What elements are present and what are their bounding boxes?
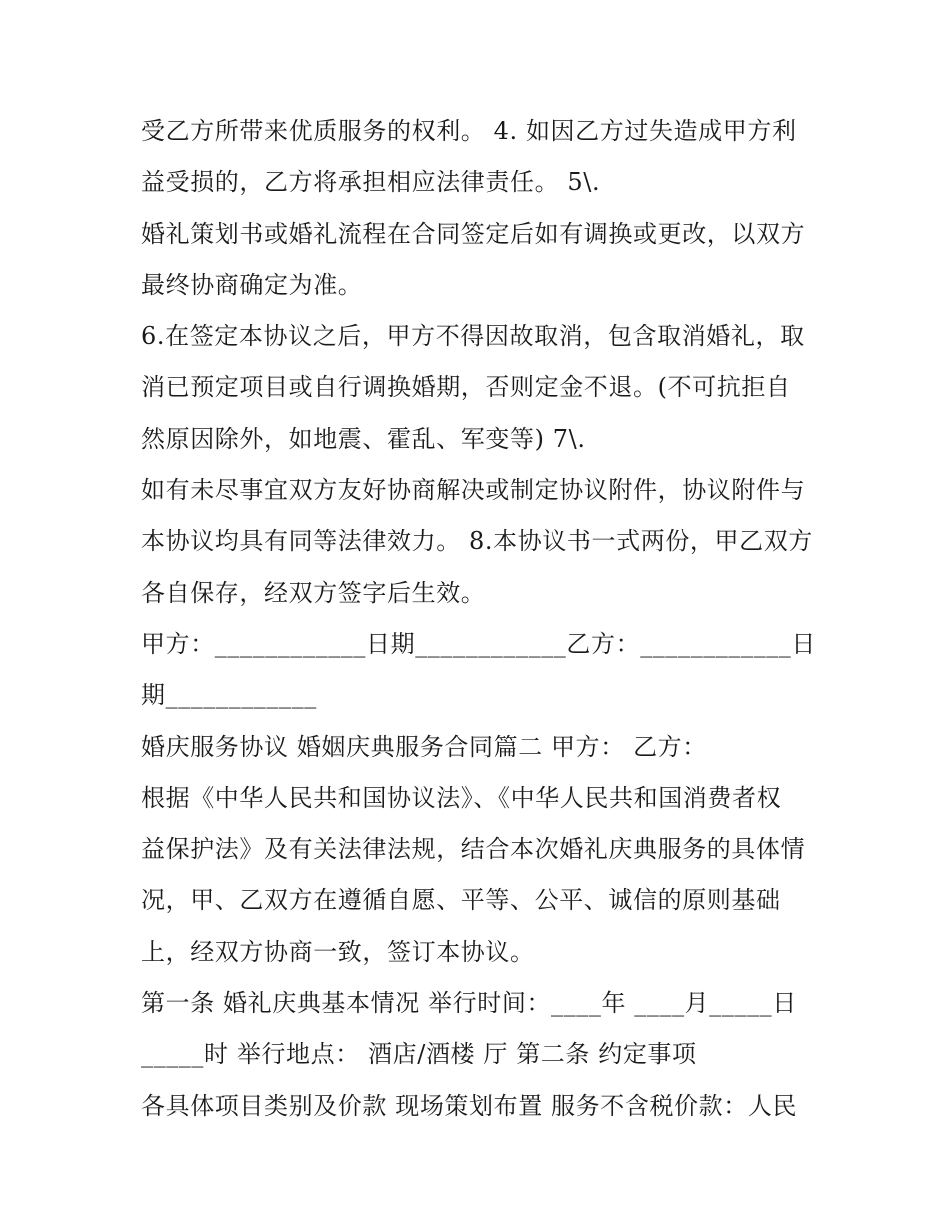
text-line: 益保护法》及有关法律法规，结合本次婚礼庆典服务的具体情 <box>141 835 806 864</box>
section-heading: 婚庆服务协议 婚姻庆典服务合同篇二 甲方： 乙方： <box>141 732 707 761</box>
signature-line: 期____________ <box>141 681 317 710</box>
text-line: 本协议均具有同等法律效力。 8.本协议书一式两份，甲乙双方 <box>141 527 813 556</box>
text-line: 第一条 婚礼庆典基本情况 举行时间：____年 ____月_____日 <box>141 989 797 1018</box>
text-line: 最终协商确定为准。 <box>141 270 363 299</box>
document-body <box>141 106 821 1132</box>
text-line: 各具体项目类别及价款 现场策划布置 服务不含税价款：人民 <box>141 1091 798 1120</box>
text-line: 受乙方所带来优质服务的权利。 4. 如因乙方过失造成甲方利 <box>141 117 797 145</box>
text-line: 6.在签定本协议之后，甲方不得因故取消，包含取消婚礼，取 <box>141 322 805 351</box>
text-line: 益受损的，乙方将承担相应法律责任。 5\. <box>141 168 601 197</box>
text-line: 各自保存，经双方签字后生效。 <box>141 578 486 607</box>
text-line: _____时 举行地点： 酒店/酒楼 厅 第二条 约定事项 <box>141 1040 697 1069</box>
text-line: 根据《中华人民共和国协议法》、《中华人民共和国消费者权 <box>141 783 782 812</box>
text-line: 婚礼策划书或婚礼流程在合同签定后如有调换或更改，以双方 <box>141 219 806 248</box>
text-line: 上，经双方协商一致，签订本协议。 <box>141 937 535 966</box>
text-line: 况，甲、乙双方在遵循自愿、平等、公平、诚信的原则基础 <box>141 886 781 915</box>
signature-line: 甲方：____________日期____________乙方：____________日 <box>141 629 816 658</box>
text-line: 然原因除外，如地震、霍乱、军变等) 7\. <box>141 424 586 453</box>
text-line: 消已预定项目或自行调换婚期，否则定金不退。(不可抗拒自 <box>141 373 791 402</box>
text-line: 如有未尽事宜双方友好协商解决或制定协议附件，协议附件与 <box>141 476 806 505</box>
